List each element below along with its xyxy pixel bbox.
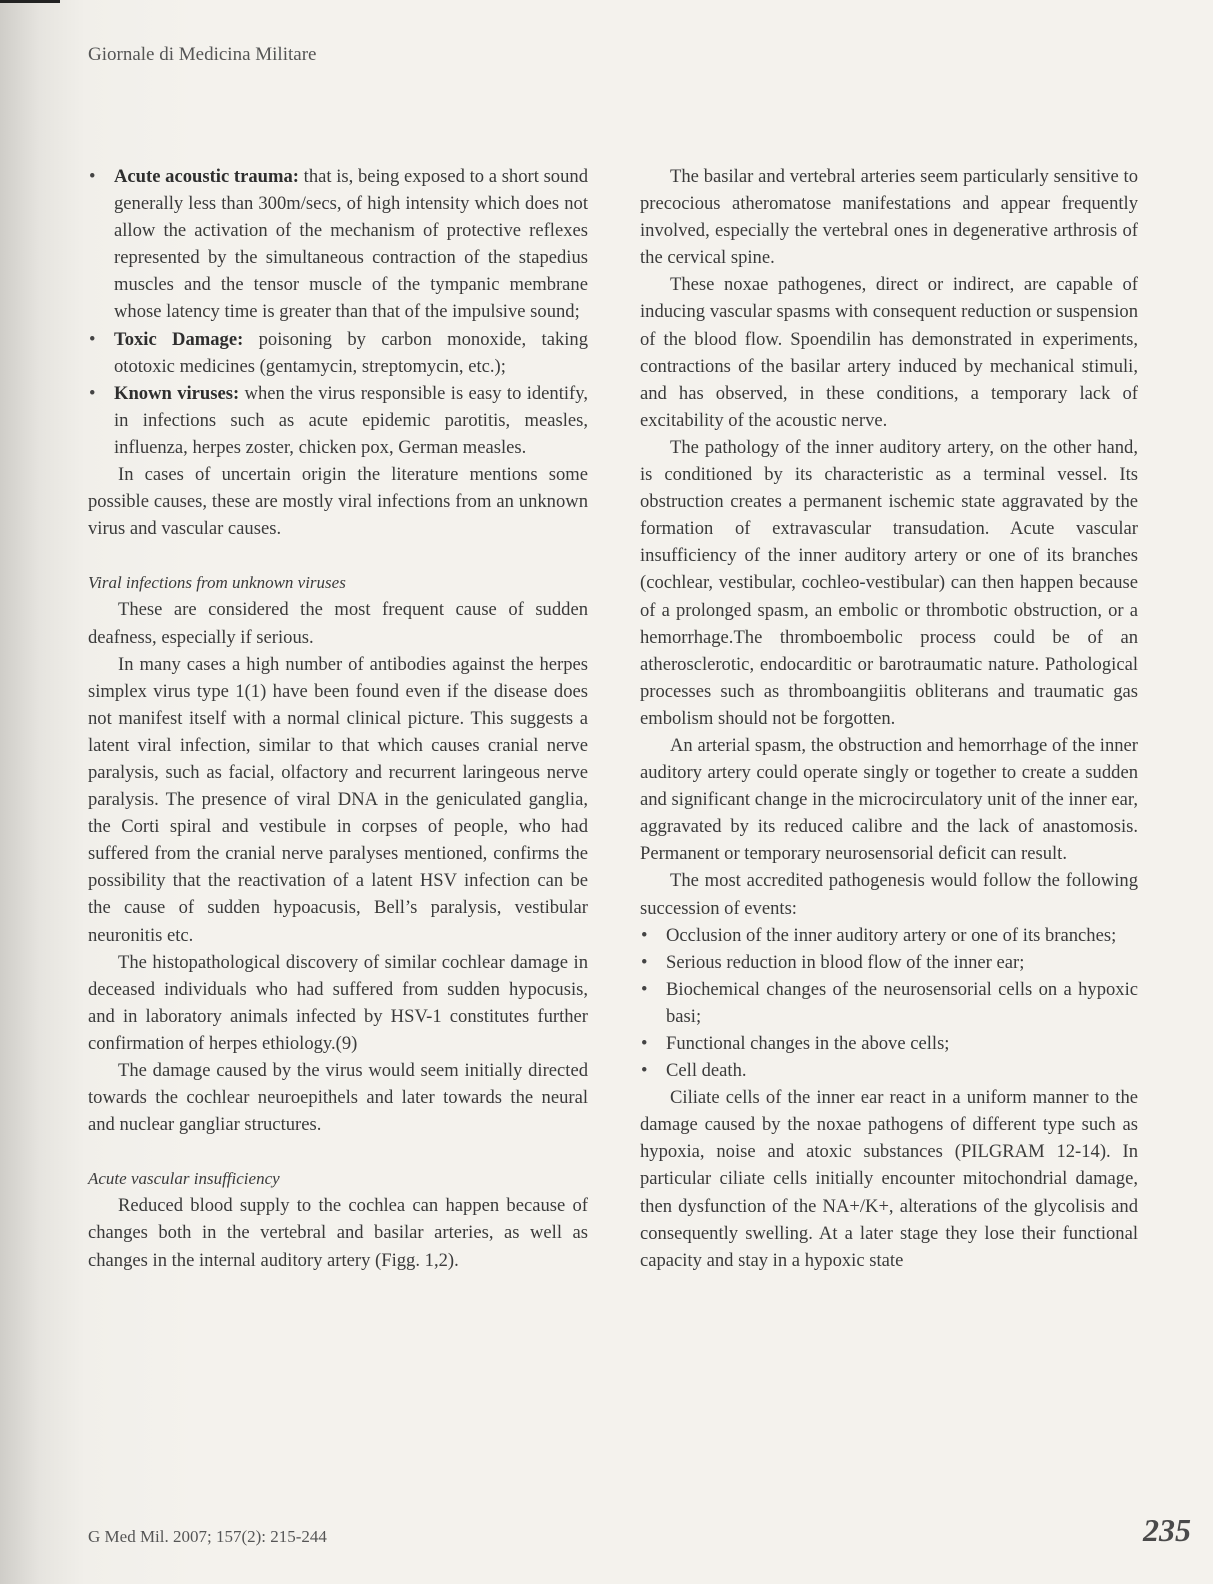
paragraph: These noxae pathogenes, direct or indirect, are capable of inducing vascular spasms with consequent reduction or suspension of the blood flow. Spoendilin has demonstrated in experiments, contractions of the basilar artery induced by mechanical stimuli, and has observed, in these conditions, a temporary lack of excitability of the acoustic nerve. bbox=[640, 274, 1138, 431]
list-item-text: that is, being exposed to a short sound generally less than 300m/secs, of high intensity which does not allow the activation of the mechanism of protective reflexes represented by the simultaneous contraction of the stapedius muscles and the tensor muscle of the tympanic membrane whose latency time is greater than that of the impulsive sound; bbox=[114, 166, 588, 323]
list-item bbox=[88, 163, 588, 326]
list-item: • Cell death. bbox=[640, 1057, 1138, 1084]
paragraph: In many cases a high number of antibodies against the herpes simplex virus type 1(1) have been found even if the disease does not manifest itself with a normal clinical picture. This suggests a latent viral infection, similar to that which causes cranial nerve paralysis, such as facial, olfactory and recurrent laringeous nerve paralysis. The presence of viral DNA in the geniculated ganglia, the Corti spiral and vestibule in corpses of people, who had suffered from the cranial nerve paralyses mentioned, confirms the possibility that the reactivation of a latent HSV infection can be the cause of sudden hypoacusis, Bell’s paralysis, vestibular neuronitis etc. bbox=[88, 653, 588, 946]
paragraph: In cases of uncertain origin the literature mentions some possible causes, these are mostly viral infections from an unknown virus and vascular causes. bbox=[88, 464, 588, 540]
page-number: 235 bbox=[1143, 1512, 1191, 1548]
paragraph: These are considered the most frequent cause of sudden deafness, especially if serious. bbox=[88, 599, 588, 648]
list-item: • Occlusion of the inner auditory artery or one of its branches; bbox=[640, 922, 1138, 949]
left-column bbox=[88, 163, 588, 1274]
paragraph: The basilar and vertebral arteries seem particularly sensitive to precocious atheromatose manifestations and appear frequently involved, especially the vertebral ones in degenerative arthrosis of the cervical spine. bbox=[640, 166, 1138, 269]
list-item-text: when the virus responsible is easy to identify, in infections such as acute epidemic parotitis, measles, influenza, herpes zoster, chicken pox, German measles. bbox=[114, 382, 588, 458]
paragraph: The histopathological discovery of similar cochlear damage in deceased individuals who had suffered from sudden hypocusis, and in laboratory animals infected by HSV-1 constitutes further confirmation of herpes ethiology.(9) bbox=[88, 951, 588, 1054]
paragraph: An arterial spasm, the obstruction and hemorrhage of the inner auditory artery could operate singly or together to create a sudden and significant change in the microcirculatory unit of the inner ear, aggravated by its reduced calibre and the lack of anastomosis. Permanent or temporary neurosensorial deficit can result. bbox=[640, 734, 1138, 865]
paragraph: Reduced blood supply to the cochlea can happen because of changes both in the vertebral and basilar arteries, as well as changes in the internal auditory artery (Figg. 1,2). bbox=[88, 1195, 588, 1271]
cause-list bbox=[88, 163, 588, 461]
page-edge-mark bbox=[0, 0, 60, 3]
list-item: • Functional changes in the above cells; bbox=[640, 1030, 1138, 1057]
list-item: • Serious reduction in blood flow of the inner ear; bbox=[640, 949, 1138, 976]
footer-citation: G Med Mil. 2007; 157(2): 215-244 bbox=[88, 1527, 327, 1546]
paragraph: The most accredited pathogenesis would follow the following succession of events: bbox=[640, 870, 1138, 919]
event-list bbox=[640, 922, 1138, 1085]
section-heading-viral: Viral infections from unknown viruses bbox=[88, 573, 346, 593]
paragraph: Ciliate cells of the inner ear react in a uniform manner to the damage caused by the noxae pathogens of different type such as hypoxia, noise and atoxic substances (PILGRAM 12-14). In particular ciliate cells initially encounter mitochondrial damage, then dysfunction of the NA+/K+, alterations of the glycolisis and consequently swelling. At a later stage they lose their functional capacity and stay in a hypoxic state bbox=[640, 1087, 1138, 1271]
list-item-term: Known viruses: bbox=[114, 382, 240, 404]
paragraph: The pathology of the inner auditory artery, on the other hand, is conditioned by its characteristic as a terminal vessel. Its obstruction creates a permanent ischemic state aggravated by the formation of extravascular transudation. Acute vascular insufficiency of the inner auditory artery or one of its branches (cochlear, vestibular, cochleo-vestibular) can then happen because of a prolonged spasm, an embolic or thrombotic obstruction, or a hemorrhage.The thromboembolic process could be of an atherosclerotic, endocarditic or barotraumatic nature. Pathological processes such as thromboangiitis obliterans and traumatic gas embolism should not be forgotten. bbox=[640, 436, 1138, 729]
paragraph: The damage caused by the virus would seem initially directed towards the cochlear neuroepithels and later towards the neural and nuclear gangliar structures. bbox=[88, 1060, 588, 1136]
running-header: Giornale di Medicina Militare bbox=[88, 44, 317, 65]
list-item-term: Acute acoustic trauma: bbox=[114, 166, 299, 187]
list-item bbox=[88, 326, 588, 380]
right-column bbox=[640, 163, 1138, 1274]
section-heading-vascular: Acute vascular insufficiency bbox=[88, 1169, 280, 1189]
list-item bbox=[88, 380, 588, 461]
list-item-term: Toxic Damage: bbox=[114, 328, 244, 350]
list-item: • Biochemical changes of the neurosensorial cells on a hypoxic basi; bbox=[640, 976, 1138, 1030]
list-item-text: poisoning by carbon monoxide, taking ototoxic medicines (gentamycin, streptomycin, etc.); bbox=[114, 328, 588, 377]
